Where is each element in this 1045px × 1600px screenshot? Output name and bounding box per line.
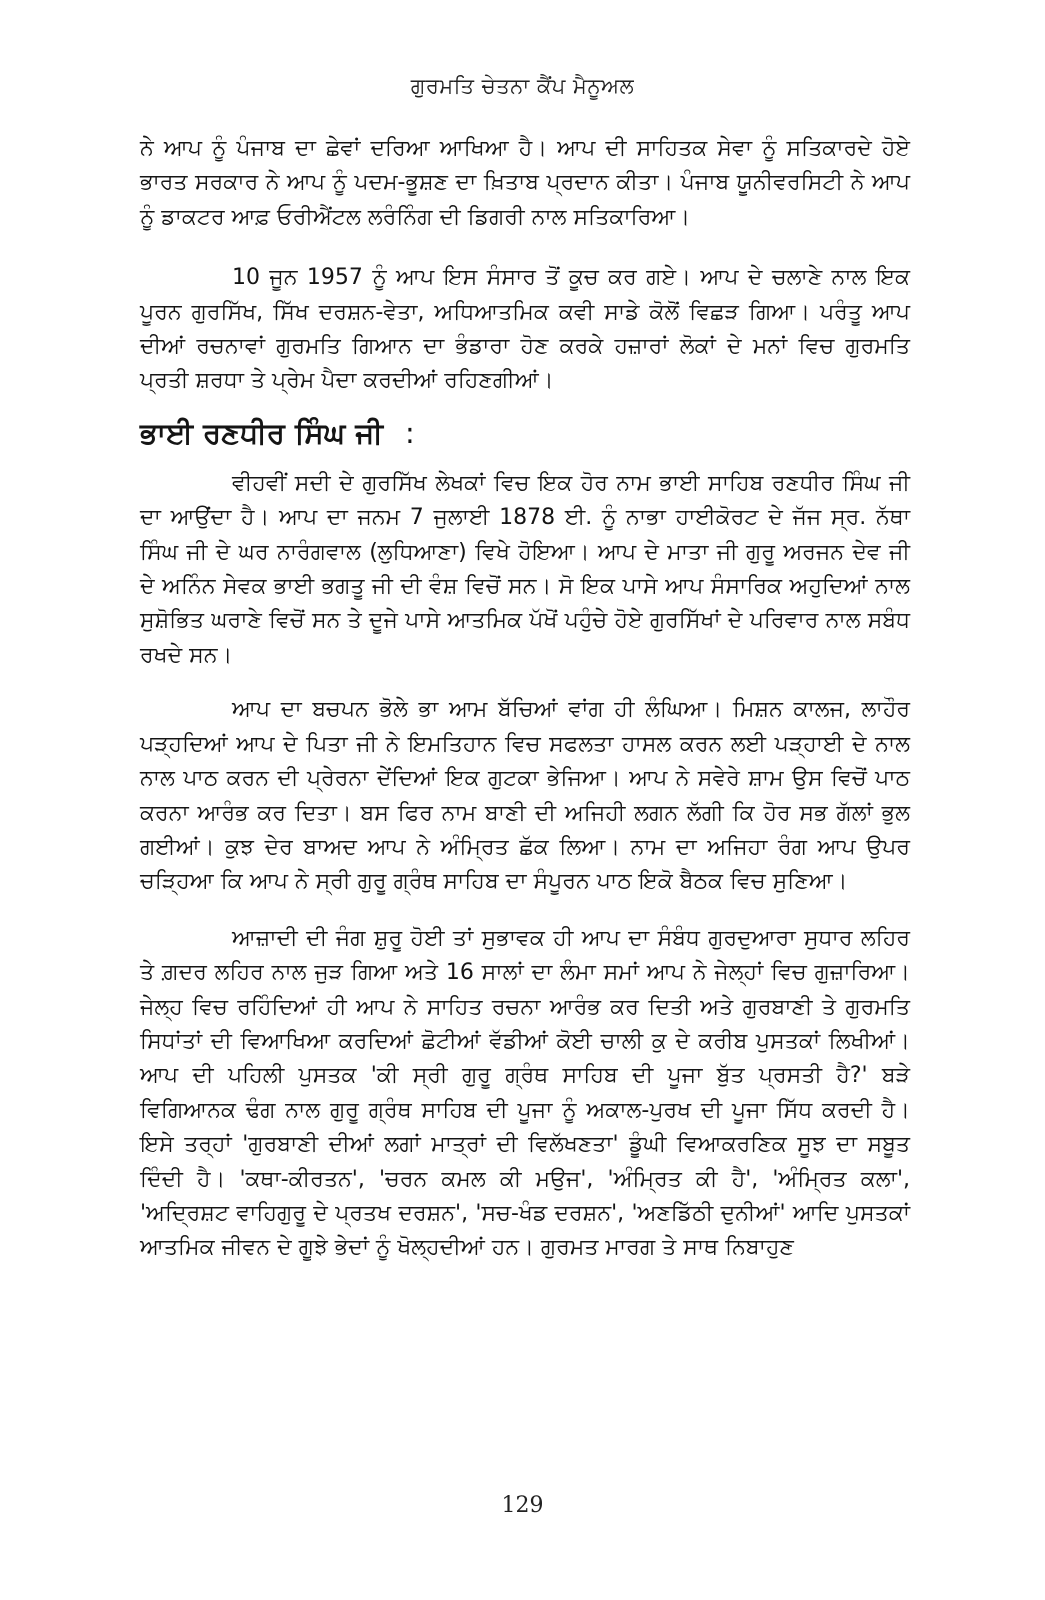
paragraph-5: ਆਜ਼ਾਦੀ ਦੀ ਜੰਗ ਸ਼ੁਰੂ ਹੋਈ ਤਾਂ ਸੁਭਾਵਕ ਹੀ ਆਪ ਦਾ ਸੰਬੰਧ ਗੁਰਦੁਆਰਾ ਸੁਧਾਰ ਲਹਿਰ ਤੇ ਗ਼ਦਰ ਲਹਿਰ ਨਾਲ ਜੁੜ ਗਿਆ ਅਤੇ 16 ਸਾਲਾਂ ਦਾ ਲੰਮਾ ਸਮਾਂ ਆਪ ਨੇ ਜੇਲ੍ਹਾਂ ਵਿਚ ਗੁਜ਼ਾਰਿਆ। ਜੇਲ੍ਹ ਵਿਚ ਰਹਿੰਦਿਆਂ ਹੀ ਆਪ ਨੇ ਸਾਹਿਤ ਰਚਨਾ ਆਰੰਭ ਕਰ ਦਿਤੀ ਅਤੇ ਗੁਰਬਾਣੀ ਤੇ ਗੁਰਮਤਿ ਸਿਧਾਂਤਾਂ ਦੀ ਵਿਆਖਿਆ ਕਰਦਿਆਂ ਛੋਟੀਆਂ ਵੱਡੀਆਂ ਕੋਈ ਚਾਲੀ ਕੁ ਦੇ ਕਰੀਬ ਪੁਸਤਕਾਂ ਲਿਖੀਆਂ। ਆਪ ਦੀ ਪਹਿਲੀ ਪੁਸਤਕ 'ਕੀ ਸ੍ਰੀ ਗੁਰੂ ਗ੍ਰੰਥ ਸਾਹਿਬ ਦੀ ਪੂਜਾ ਬੁੱਤ ਪ੍ਰਸਤੀ ਹੈ?' ਬੜੇ ਵਿਗਿਆਨਕ ਢੰਗ ਨਾਲ ਗੁਰੂ ਗ੍ਰੰਥ ਸਾਹਿਬ ਦੀ ਪੂਜਾ ਨੂੰ ਅਕਾਲ-ਪੁਰਖ ਦੀ ਪੂਜਾ ਸਿੱਧ ਕਰਦੀ ਹੈ। ਇਸੇ ਤਰ੍ਹਾਂ 'ਗੁਰਬਾਣੀ ਦੀਆਂ ਲਗਾਂ ਮਾਤ੍ਰਾਂ ਦੀ ਵਿਲੱਖਣਤਾ' ਡੂੰਘੀ ਵਿਆਕਰਣਿਕ ਸੂਝ ਦਾ ਸਬੂਤ ਦਿੰਦੀ ਹੈ। 'ਕਥਾ-ਕੀਰਤਨ', 'ਚਰਨ ਕਮਲ ਕੀ ਮਉਜ', 'ਅੰਮ੍ਰਿਤ ਕੀ ਹੈ', 'ਅੰਮ੍ਰਿਤ ਕਲਾ', 'ਅਦ੍ਰਿਸ਼ਟ ਵਾਹਿਗੁਰੂ ਦੇ ਪ੍ਰਤਖ ਦਰਸ਼ਨ', 'ਸਚ-ਖੰਡ ਦਰਸ਼ਨ', 'ਅਣਡਿੱਠੀ ਦੁਨੀਆਂ' ਆਦਿ ਪੁਸਤਕਾਂ ਆਤਮਿਕ ਜੀਵਨ ਦੇ ਗੂਝੇ ਭੇਦਾਂ ਨੂੰ ਖੋਲ੍ਹਦੀਆਂ ਹਨ। ਗੁਰਮਤ ਮਾਰਗ ਤੇ ਸਾਥ ਨਿਬਾਹੁਣ xyxy=(140,925,910,1261)
page-body xyxy=(140,132,910,1266)
paragraph-4: ਆਪ ਦਾ ਬਚਪਨ ਭੋਲੇ ਭਾ ਆਮ ਬੱਚਿਆਂ ਵਾਂਗ ਹੀ ਲੰਘਿਆ। ਮਿਸ਼ਨ ਕਾਲਜ, ਲਾਹੌਰ ਪੜ੍ਹਦਿਆਂ ਆਪ ਦੇ ਪਿਤਾ ਜੀ ਨੇ ਇਮਤਿਹਾਨ ਵਿਚ ਸਫਲਤਾ ਹਾਸਲ ਕਰਨ ਲਈ ਪੜ੍ਹਾਈ ਦੇ ਨਾਲ ਨਾਲ ਪਾਠ ਕਰਨ ਦੀ ਪ੍ਰੇਰਨਾ ਦੇਂਦਿਆਂ ਇਕ ਗੁਟਕਾ ਭੇਜਿਆ। ਆਪ ਨੇ ਸਵੇਰੇ ਸ਼ਾਮ ਉਸ ਵਿਚੋਂ ਪਾਠ ਕਰਨਾ ਆਰੰਭ ਕਰ ਦਿਤਾ। ਬਸ ਫਿਰ ਨਾਮ ਬਾਣੀ ਦੀ ਅਜਿਹੀ ਲਗਨ ਲੱਗੀ ਕਿ ਹੋਰ ਸਭ ਗੱਲਾਂ ਭੁਲ ਗਈਆਂ। ਕੁਝ ਦੇਰ ਬਾਅਦ ਆਪ ਨੇ ਅੰਮ੍ਰਿਤ ਛੱਕ ਲਿਆ। ਨਾਮ ਦਾ ਅਜਿਹਾ ਰੰਗ ਆਪ ਉਪਰ ਚੜ੍ਹਿਆ ਕਿ ਆਪ ਨੇ ਸ੍ਰੀ ਗੁਰੂ ਗ੍ਰੰਥ ਸਾਹਿਬ ਦਾ ਸੰਪੂਰਨ ਪਾਠ ਇਕੋ ਬੈਠਕ ਵਿਚ ਸੁਣਿਆ। xyxy=(140,697,910,895)
paragraph-2: 10 ਜੂਨ 1957 ਨੂੰ ਆਪ ਇਸ ਸੰਸਾਰ ਤੋਂ ਕੂਚ ਕਰ ਗਏ। ਆਪ ਦੇ ਚਲਾਣੇ ਨਾਲ ਇਕ ਪੂਰਨ ਗੁਰਸਿੱਖ, ਸਿੱਖ ਦਰਸ਼ਨ-ਵੇਤਾ, ਅਧਿਆਤਮਿਕ ਕਵੀ ਸਾਡੇ ਕੋਲੋਂ ਵਿਛੜ ਗਿਆ। ਪਰੰਤੂ ਆਪ ਦੀਆਂ ਰਚਨਾਵਾਂ ਗੁਰਮਤਿ ਗਿਆਨ ਦਾ ਭੰਡਾਰਾ ਹੋਣ ਕਰਕੇ ਹਜ਼ਾਰਾਂ ਲੋਕਾਂ ਦੇ ਮਨਾਂ ਵਿਚ ਗੁਰਮਤਿ ਪ੍ਰਤੀ ਸ਼ਰਧਾ ਤੇ ਪ੍ਰੇਮ ਪੈਦਾ ਕਰਦੀਆਂ ਰਹਿਣਗੀਆਂ। xyxy=(140,265,910,394)
section-heading-colon: : xyxy=(405,415,415,450)
running-head: ਗੁਰਮਤਿ ਚੇਤਨਾ ਕੈਂਪ ਮੈਨੂਅਲ xyxy=(410,74,635,98)
paragraph-3: ਵੀਹਵੀਂ ਸਦੀ ਦੇ ਗੁਰਸਿੱਖ ਲੇਖਕਾਂ ਵਿਚ ਇਕ ਹੋਰ ਨਾਮ ਭਾਈ ਸਾਹਿਬ ਰਣਧੀਰ ਸਿੰਘ ਜੀ ਦਾ ਆਉਂਦਾ ਹੈ। ਆਪ ਦਾ ਜਨਮ 7 ਜੁਲਾਈ 1878 ਈ. ਨੂੰ ਨਾਭਾ ਹਾਈਕੋਰਟ ਦੇ ਜੱਜ ਸ੍ਰ. ਨੱਥਾ ਸਿੰਘ ਜੀ ਦੇ ਘਰ ਨਾਰੰਗਵਾਲ (ਲੁਧਿਆਣਾ) ਵਿਖੇ ਹੋਇਆ। ਆਪ ਦੇ ਮਾਤਾ ਜੀ ਗੁਰੂ ਅਰਜਨ ਦੇਵ ਜੀ ਦੇ ਅਨਿੰਨ ਸੇਵਕ ਭਾਈ ਭਗਤੂ ਜੀ ਦੀ ਵੰਸ਼ ਵਿਚੋਂ ਸਨ। ਸੋ ਇਕ ਪਾਸੇ ਆਪ ਸੰਸਾਰਿਕ ਅਹੁਦਿਆਂ ਨਾਲ ਸੁਸ਼ੋਭਿਤ ਘਰਾਣੇ ਵਿਚੋਂ ਸਨ ਤੇ ਦੂਜੇ ਪਾਸੇ ਆਤਮਿਕ ਪੱਖੋਂ ਪਹੁੰਚੇ ਹੋਏ ਗੁਰਸਿੱਖਾਂ ਦੇ ਪਰਿਵਾਰ ਨਾਲ ਸਬੰਧ ਰਖਦੇ ਸਨ। xyxy=(140,470,910,668)
paragraph-1: ਨੇ ਆਪ ਨੂੰ ਪੰਜਾਬ ਦਾ ਛੇਵਾਂ ਦਰਿਆ ਆਖਿਆ ਹੈ। ਆਪ ਦੀ ਸਾਹਿਤਕ ਸੇਵਾ ਨੂੰ ਸਤਿਕਾਰਦੇ ਹੋਏ ਭਾਰਤ ਸਰਕਾਰ ਨੇ ਆਪ ਨੂੰ ਪਦਮ-ਭੂਸ਼ਣ ਦਾ ਖ਼ਿਤਾਬ ਪ੍ਰਦਾਨ ਕੀਤਾ। ਪੰਜਾਬ ਯੂਨੀਵਰਸਿਟੀ ਨੇ ਆਪ ਨੂੰ ਡਾਕਟਰ ਆਫ਼ ਓਰੀਐਂਟਲ ਲਰੰਨਿੰਗ ਦੀ ਡਿਗਰੀ ਨਾਲ ਸਤਿਕਾਰਿਆ। xyxy=(140,136,910,230)
section-heading xyxy=(140,399,910,467)
page-number: 129 xyxy=(501,1493,544,1518)
section-heading-text: ਭਾਈ ਰਣਧੀਰ ਸਿੰਘ ਜੀ xyxy=(140,415,384,450)
